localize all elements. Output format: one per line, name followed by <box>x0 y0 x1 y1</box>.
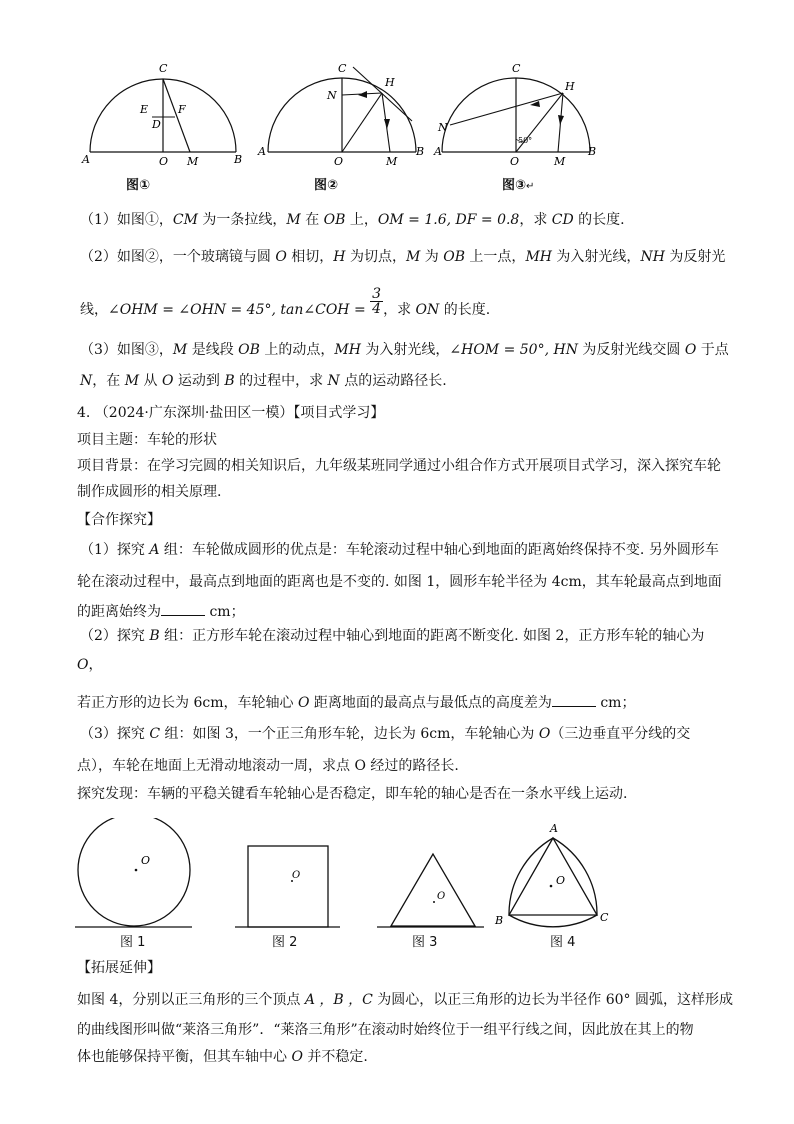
var-cm: CM <box>172 212 198 228</box>
p4-theme: 项目主题：车轮的形状 <box>77 432 217 448</box>
fig3-label-h: H <box>565 80 575 93</box>
fig2-label-o: O <box>334 155 344 168</box>
fig4-label-a: A <box>550 822 558 835</box>
circle-wheel <box>78 818 190 926</box>
p3-q2-line1: （2）如图②，一个玻璃镜与圆 O 相切，H 为切点，M 为 OB 上一点，MH 为入射光线，NH 为反射光 <box>80 249 726 265</box>
fig1-label-f: F <box>178 103 186 116</box>
wheel-caption-2: 图 2 <box>272 935 298 950</box>
fig1-label-m: M <box>187 155 199 168</box>
var-ob: OB <box>323 212 346 228</box>
fig4-label-c: C <box>600 911 609 924</box>
p3-q3-line1: （3）如图③，M 是线段 OB 上的动点，MH 为入射光线，∠HOM = 50°, HN 为反射光线交圆 O 于点 <box>80 342 729 358</box>
figure-1 <box>70 55 250 170</box>
fig3-center-label: O <box>437 891 446 902</box>
p4-coop-heading: 【合作探究】 <box>77 512 161 528</box>
fig3-caption-suffix: ↵ <box>526 181 535 192</box>
answer-blank[interactable] <box>552 692 596 707</box>
p4-extend-heading: 【拓展延伸】 <box>77 960 161 976</box>
wheel-caption-1: 图 1 <box>120 935 146 950</box>
fig3-label-c: C <box>512 62 521 75</box>
fig2-center-label: O <box>292 870 301 881</box>
p4-background-2: 制作成圆形的相关原理. <box>77 484 222 500</box>
fig1-label-e: E <box>140 103 149 116</box>
fig2-label-a: A <box>258 145 266 158</box>
p4-q2-line1: （2）探究 B 组：正方形车轮在滚动过程中轴心到地面的距离不断变化. 如图 2，正方形车轮的轴心为 <box>80 628 705 644</box>
answer-blank[interactable] <box>161 601 205 616</box>
p3-q1: （1）如图①，CM 为一条拉线，M 在 OB 上，OM = 1.6, DF = 0.8，求 CD 的长度. <box>80 212 625 228</box>
p4-ext-line1: 如图 4，分别以正三角形的三个顶点 A ，B ，C 为圆心，以正三角形的边长为半径作 60° 圆弧，这样形成 <box>77 992 734 1008</box>
p4-header: 4. （2024·广东深圳·盐田区一模）【项目式学习】 <box>77 405 385 421</box>
figure-2 <box>250 55 430 170</box>
equation: ∠HOM = 50°, HN <box>449 342 578 358</box>
fig1-label-d: D <box>152 118 161 131</box>
wheel-figures <box>70 818 630 953</box>
fig3-label-n: N <box>438 121 448 134</box>
var-m: M <box>286 212 301 228</box>
p4-q3-line1: （3）探究 C 组：如图 3，一个正三角形车轮，边长为 6cm，车轮轴心为 O（三边垂直平分线的交 <box>80 726 691 742</box>
fig3-label-o: O <box>510 155 520 168</box>
p3-q3-line2: N，在 M 从 O 运动到 B 的过程中，求 N 点的运动路径长. <box>80 373 447 389</box>
wheel-caption-3: 图 3 <box>412 935 438 950</box>
p4-background-1: 项目背景：在学习完圆的相关知识后，九年级某班同学通过小组合作方式开展项目式学习，深入探究车轮 <box>77 458 721 474</box>
wheel-caption-4: 图 4 <box>550 935 576 950</box>
p4-discovery: 探究发现：车辆的平稳关键看车轮轴心是否稳定，即车轮的轴心是否在一条水平线上运动. <box>77 786 628 802</box>
square-wheel <box>248 846 328 927</box>
equation: ∠OHM = ∠OHN = 45°, tan∠COH = <box>108 302 371 318</box>
fig3-label-b: B <box>588 145 597 158</box>
triangle-wheel <box>391 854 475 926</box>
fig3-angle-label: 50° <box>518 136 533 145</box>
figure-3 <box>430 55 610 170</box>
p4-q1-line1: （1）探究 A 组：车轮做成圆形的优点是：车轮滚动过程中轴心到地面的距离始终保持不变. 另外圆形车 <box>80 542 719 558</box>
p4-q1-line3: 的距离始终为 cm； <box>77 601 245 622</box>
fig4-label-b: B <box>495 914 504 927</box>
fig1-center-label: O <box>141 854 151 867</box>
fig2-label-b: B <box>416 145 425 158</box>
fig3-caption <box>502 176 534 197</box>
p4-q1-line2: 轮在滚动过程中，最高点到地面的距离也是不变的. 如图 1，圆形车轮半径为 4cm，其车轮最高点到地面 <box>77 574 722 590</box>
fig3-label-a: A <box>434 145 442 158</box>
fig2-label-c: C <box>338 62 347 75</box>
fraction: $\frac{3}{4}$ <box>372 285 382 317</box>
fig1-label-c: C <box>159 62 168 75</box>
fig4-center-label: O <box>556 874 566 887</box>
fig3-label-m: M <box>554 155 566 168</box>
reuleaux-triangle <box>509 838 597 927</box>
fig1-label-a: A <box>82 153 90 166</box>
fig3-caption-text: 图③ <box>502 178 527 193</box>
fig2-label-m: M <box>386 155 398 168</box>
p4-ext-line3: 体也能够保持平衡，但其车轴中心 O 并不稳定. <box>77 1049 368 1065</box>
var-cd: CD <box>551 212 574 228</box>
fig2-caption: 图② <box>314 178 339 193</box>
fig1-label-b: B <box>234 153 243 166</box>
p4-q3-line2: 点），车轮在地面上无滑动地滚动一周，求点 O 经过的路径长. <box>77 758 459 774</box>
p3-q2-line2: 线，∠OHM = ∠OHN = 45°, tan∠COH = $\frac{3}{4}$ ，求 ON 的长度. <box>80 285 491 318</box>
fig2-label-n: N <box>327 89 337 102</box>
fig2-label-h: H <box>385 76 395 89</box>
fig1-label-o: O <box>159 155 169 168</box>
p4-q2-line3: 若正方形的边长为 6cm，车轮轴心 O 距离地面的最高点与最低点的高度差为 cm； <box>77 692 635 713</box>
fig1-caption: 图① <box>126 178 151 193</box>
p4-ext-line2: 的曲线图形叫做“莱洛三角形”．“莱洛三角形”在滚动时始终位于一组平行线之间，因此放在其上的物 <box>77 1022 694 1038</box>
equation: OM = 1.6, DF = 0.8 <box>377 212 520 228</box>
p4-q2-line2: O， <box>77 657 103 673</box>
